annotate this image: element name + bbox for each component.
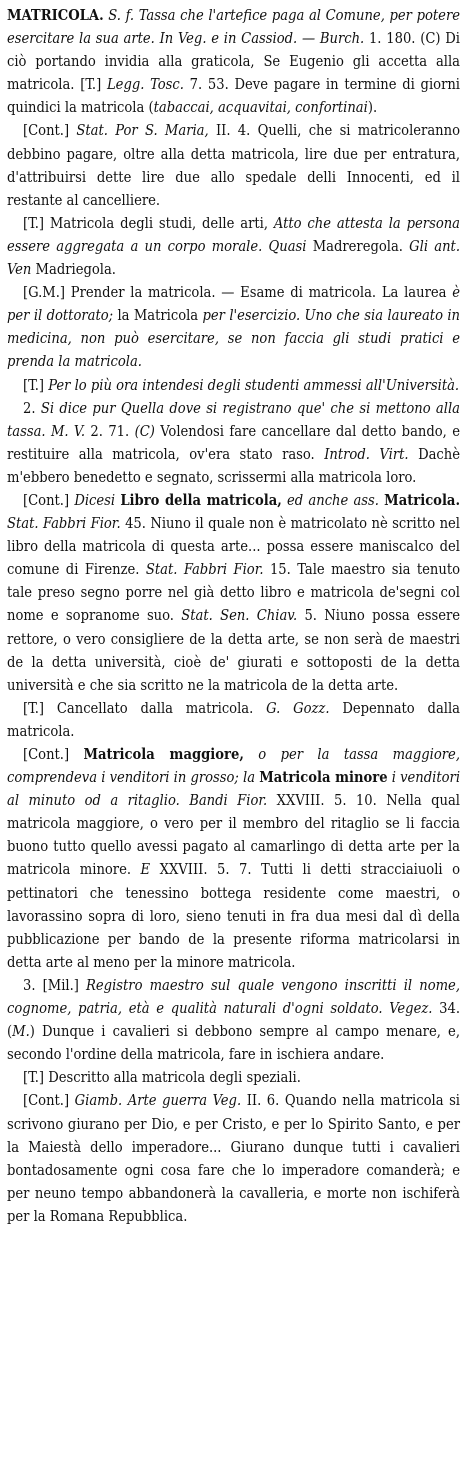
italic-text: per l'esercizio. Uno che sia laureato in medicina, non può esercitare, se non faccia gli studi pratici e prenda la matricola. bbox=[7, 307, 460, 371]
italic-text: Dicesi bbox=[74, 491, 116, 509]
body-text: [T.] Matricola degli studi, delle arti, bbox=[23, 214, 274, 232]
body-text: [Cont.] bbox=[23, 1092, 75, 1110]
italic-text: Giamb. Arte guerra Veg. bbox=[74, 1092, 242, 1110]
italic-text: o per la tassa maggiore, comprendeva i venditori in grosso; la bbox=[7, 746, 460, 787]
italic-text: M. bbox=[12, 1023, 30, 1041]
bold-term: Matricola minore bbox=[259, 769, 388, 787]
body-text: Madriegola. bbox=[31, 261, 116, 279]
italic-text: tabaccai, acquavitai, confortinai bbox=[153, 99, 368, 117]
body-text: [G.M.] Prender la matricola. — Esame di matricola. La laurea bbox=[23, 284, 453, 302]
body-text: II. 6. Quando nella matricola si scrivono giurano per Dio, e per Cristo, e per lo Spirito Santo, e per la Maiestà dello imperadore... Giurano dunque tutti i cavalieri bontadosamente ogni cosa fare che lo imperadore comanderà; e per neuno tempo abbandonerà la cavalleria, e morte non ischiferà per la Romana Repubblica. bbox=[7, 1092, 460, 1225]
italic-text: G. Gozz. bbox=[266, 699, 330, 717]
body-text: 7. 53. Deve pagare in termine di giorni quindici la matricola ( bbox=[7, 76, 460, 117]
entry-paragraph bbox=[7, 489, 460, 697]
body-text: 2. 71. bbox=[85, 422, 135, 440]
entry-paragraph bbox=[7, 974, 460, 1066]
entry-paragraph bbox=[7, 1089, 460, 1228]
body-text bbox=[244, 746, 258, 763]
italic-text: ed anche ass. bbox=[287, 491, 379, 509]
body-text: Depennato dalla matricola. bbox=[7, 699, 460, 740]
entry-paragraph bbox=[7, 1066, 460, 1089]
body-text: 45. Niuno il quale non è matricolato nè scritto nel libro della matricola di questa arte... possa essere maniscalco del comune di Firenze. bbox=[7, 515, 461, 579]
entry-paragraph bbox=[7, 374, 460, 397]
italic-text: Atto che attesta la persona essere aggregata a un corpo morale. Quasi bbox=[7, 214, 460, 255]
body-text: 34. ( bbox=[7, 1000, 460, 1041]
italic-text: Per lo più ora intendesi degli studenti ammessi all'Università. bbox=[48, 376, 460, 394]
italic-text: S. f. Tassa che l'artefice paga al Comune, per potere esercitare la sua arte. In Veg. e in Cassiod. — Burch. bbox=[7, 7, 460, 48]
body-text: [Cont.] bbox=[23, 122, 77, 140]
entry-paragraph bbox=[7, 4, 460, 119]
italic-text: Registro maestro sul quale vengono inscritti il nome, cognome, patria, età e qualità naturali d'ogni soldato. Vegez. bbox=[7, 976, 460, 1018]
italic-text: i venditori al minuto od a ritaglio. Bandi Fior. bbox=[7, 769, 461, 810]
body-text: [T.] bbox=[23, 376, 49, 394]
italic-text: è per il dottorato; bbox=[7, 284, 460, 325]
entry-paragraph bbox=[7, 743, 460, 974]
body-text: XXVIII. 5. 10. Nella qual matricola maggiore, o vero per il membro del ritaglio se li faccia buono tutto quello avessi pagato al camarlingo di detta arte per la matricola minore. bbox=[7, 792, 460, 879]
body-text: 1. 180. (C) Di ciò portando invidia alla graticola, Se Eugenio gli accetta alla matricola. [T.] bbox=[7, 30, 460, 94]
entry-paragraph bbox=[7, 281, 460, 373]
body-text: 15. Tale maestro sia tenuto tale preso segno porre nel già detto libro e matricola de'segni col nome e sopranome suo. bbox=[7, 561, 461, 625]
body-text: ) Dunque i cavalieri si debbono sempre al campo menare, e, secondo l'ordine della matricola, fare in ischiera andare. bbox=[7, 1023, 460, 1064]
body-text: Madreregola. bbox=[306, 237, 410, 255]
bold-term: Matricola. bbox=[384, 491, 461, 509]
body-text: [T.] Cancellato dalla matricola. bbox=[23, 699, 267, 717]
body-text: 2. bbox=[23, 399, 41, 417]
body-text: Volendosi fare cancellare dal detto bando, e restituire alla matricola, ov'era stato raso. bbox=[7, 422, 460, 463]
italic-text: Introd. Virt. bbox=[324, 445, 409, 463]
entry-paragraph bbox=[7, 212, 460, 281]
italic-text: Gli ant. Ven bbox=[7, 237, 460, 279]
italic-text: Stat. Fabbri Fior. bbox=[145, 561, 264, 579]
body-text: [Cont.] bbox=[23, 746, 84, 763]
italic-text: Legg. Tosc. bbox=[106, 76, 184, 94]
body-text: 3. [Mil.] bbox=[23, 976, 87, 994]
italic-text: Stat. Por S. Maria, bbox=[76, 122, 209, 140]
body-text: II. 4. Quelli, che si matricoleranno debbino pagare, oltre alla detta matricola, lire due per entratura, d'attribuirsi dette lire due allo spedale delli Innocenti, ed il restante al cancelliere. bbox=[7, 122, 460, 209]
italic-text: E bbox=[140, 861, 151, 879]
body-text: [T.] Descritto alla matricola degli speziali. bbox=[23, 1069, 301, 1087]
entry-paragraph bbox=[7, 697, 460, 743]
italic-text: (C) bbox=[134, 422, 155, 440]
bold-term: Libro della matricola, bbox=[120, 491, 282, 509]
italic-text: Stat. Sen. Chiav. bbox=[181, 607, 298, 625]
body-text: ). bbox=[367, 99, 378, 117]
body-text: 5. Niuno possa essere rettore, o vero consigliere de la detta arte, se non serà de maestri de la detta università, cioè de' giurati e sottoposti de la detta università e che sia scritto ne la matricola de la detta arte. bbox=[7, 607, 461, 694]
entry-paragraph bbox=[7, 397, 460, 489]
body-text: la Matricola bbox=[113, 307, 203, 325]
bold-term: MATRICOLA. bbox=[7, 7, 104, 24]
entry-paragraph bbox=[7, 119, 460, 211]
italic-text: Stat. Fabbri Fior. bbox=[7, 515, 121, 533]
bold-term: Matricola maggiore, bbox=[83, 746, 244, 763]
body-text: XXVIII. 5. 7. Tutti li detti stracciaiuoli o pettinatori che tenessino bottega residente come maestri, o lavorassino sopra di loro, sieno tenuti in fra dua mesi dal dì della pubblicazione per bando de la presente riforma matricolarsi in detta arte al meno per la minore matricola. bbox=[7, 861, 460, 971]
dictionary-entry-matricola bbox=[7, 4, 460, 1228]
italic-text: Si dice pur Quella dove si registrano que' che si mettono alla tassa. M. V. bbox=[7, 399, 460, 440]
body-text: [Cont.] bbox=[23, 491, 75, 509]
body-text: Dachè m'ebbero benedetto e segnato, scrissermi alla matricola loro. bbox=[7, 445, 460, 486]
